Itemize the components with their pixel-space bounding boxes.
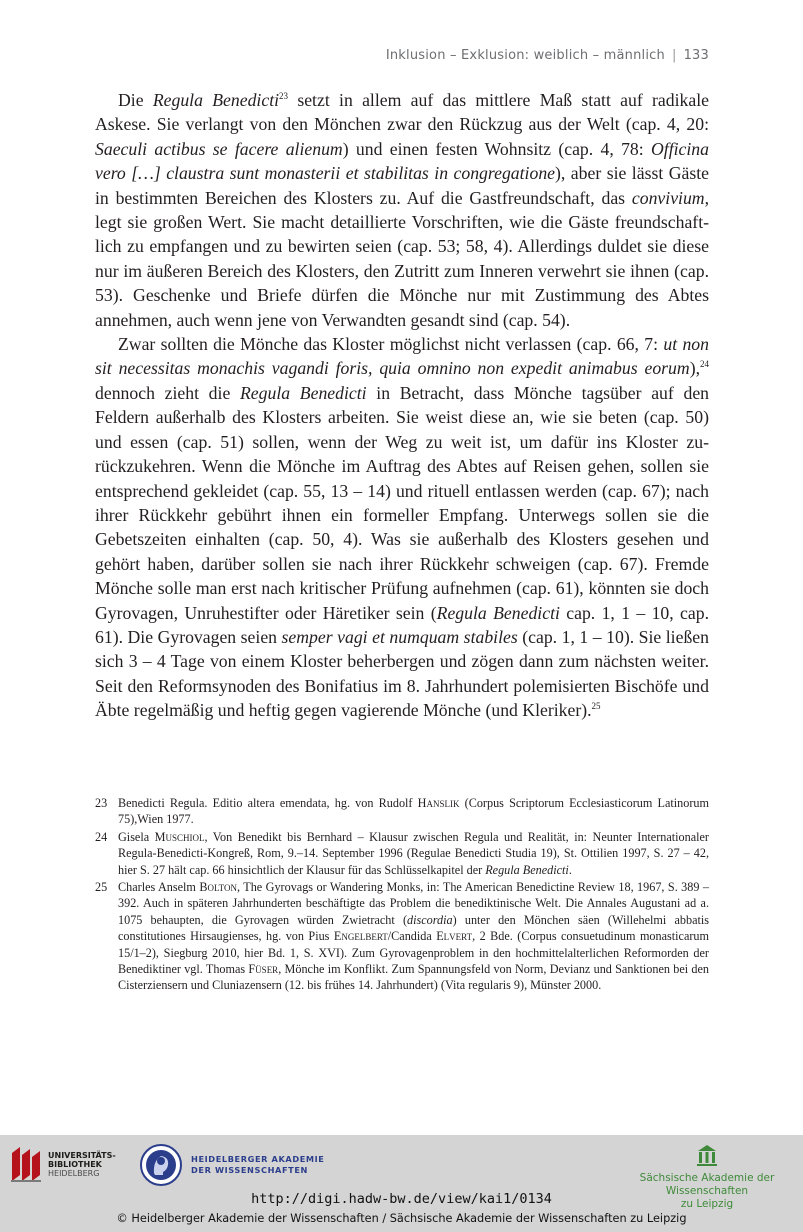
copyright-notice: © Heidelberger Akademie der Wissenschaften / Sächsische Akademie der Wissenschaften zu Leipzig — [116, 1212, 687, 1225]
text-run: , The Gyrovags or Wandering Monks, in: The American Benedictine Review 18, 1967, S. 389 – 392. Auch in späteren Jahrhunderten beschäftigte das Problem die benediktinische Welt. Die Annales Augustani ad a. 1075 behaupten, die Gyrovagen würden Zwietracht ( — [118, 880, 709, 927]
text-run: Benedicti Regula. Editio altera emendata, hg. von Rudolf — [118, 796, 418, 810]
saxon-academy-building-icon — [696, 1143, 718, 1167]
text-run: ) und einen festen Wohnsitz (cap. 4, 78: — [342, 138, 652, 159]
footnote-number: 25 — [95, 880, 108, 895]
text-run: , legt sie großen Wert. Sie macht detaillierte Vorschriften, wie die Gäste freundschaftlich zu empfangen und zu bewirten seien (cap. 53; 58, 4). Allerdings duldet sie diese nur im äußeren Bereich des Klosters, den Zutritt zum Inneren verwehrt sie ihnen (cap. 53). Geschenke und Briefe dürfen die Mönche nur mit Zustimmung des Abtes annehmen, auch wenn jene von Verwandten gesandt sind (cap. 54). — [95, 187, 709, 330]
footnote-23 — [95, 795, 709, 828]
italic-run: Regula Benedicti — [152, 90, 280, 110]
author-name: Elvert — [436, 929, 473, 944]
footnotes — [95, 795, 709, 995]
ub-line: UNIVERSITÄTS- — [48, 1150, 116, 1160]
text-run: , 2 Bde. (Corpus consuetudinum monasticarum 15/1–2), Siegburg 2010, hier Bd. 1, S. XVI). Zum Gyrovagenproblem in den hochmittelalterlichen Reformorden der Benediktiner vgl. Thomas — [118, 929, 709, 977]
saxon-line: zu Leipzig — [680, 1198, 734, 1210]
italic-run: discordia — [407, 912, 453, 927]
text-run: dennoch zieht die — [95, 382, 240, 403]
text-run: Gisela — [118, 829, 155, 844]
author-name: Bolton — [199, 880, 237, 895]
text-run: Charles Anselm — [118, 880, 200, 895]
heidelberg-academy-logo[interactable] — [139, 1143, 325, 1187]
text-run: Zwar sollten die Mönche das Kloster möglichst nicht verlassen (cap. 66, 7: — [118, 334, 664, 355]
university-library-logo[interactable] — [9, 1145, 116, 1183]
text-run: ), aber sie lässt Gäste in bestimmten Bereichen des Klosters zu. Auf die Gastfreundschaft, das — [95, 163, 709, 208]
text-run: Die — [118, 90, 153, 110]
ub-line: BIBLIOTHEK — [48, 1159, 102, 1169]
ub-label — [48, 1151, 116, 1178]
text-run: ) unter den Mönchen säen (Willehelmi abbatis constitutiones Hirsaugienses, hg. von Pius — [118, 912, 709, 944]
running-head — [386, 48, 709, 63]
page-number: 133 — [683, 48, 709, 63]
author-name: Engelbert — [333, 929, 388, 944]
footnote-number: 24 — [95, 829, 108, 844]
saxon-line: Sächsische Akademie der Wissenschaften — [639, 1172, 775, 1197]
italic-run: ut non sit necessitas monachis vagandi foris, quia omnino non expedit animabus eorum — [95, 334, 709, 379]
footnote-ref-23[interactable]: 23 — [279, 91, 289, 101]
paragraph-1 — [95, 88, 709, 332]
author-name: Hanslik — [417, 796, 460, 810]
author-name: Muschiol — [154, 829, 205, 844]
italic-run: Regula Benedicti — [485, 862, 569, 877]
text-run: setzt in allem auf das mittlere Maß statt auf radikale Askese. Sie verlangt von den Mönchen zwar den Rückzug aus der Welt (cap. 4, 20: — [95, 90, 710, 135]
italic-run: Saeculi actibus se facere alienum — [95, 138, 343, 159]
footnote-24 — [95, 829, 709, 878]
running-title: Inklusion – Exklusion: weiblich – männlich — [385, 48, 665, 63]
paragraph-2 — [95, 332, 709, 723]
text-run: in Betracht, dass Mönche tagsüber auf den Feldern außerhalb des Klosters arbeiten. Sie weist diese an, wie sie beten (cap. 50) und essen (cap. 51) sollen, wenn der Weg zu weit ist, um dafür ins Kloster zurückzukehren. Wenn die Mönche im Auftrag des Abtes auf Reisen gehen, sollen sie entsprechend gekleidet (cap. 55, 13 – 14) und rituell entlassen werden (cap. 67); nach ihrer Rückkehr gebührt ihnen ein formeller Empfang. Unterwegs sollen sie die Gebetszeiten einhalten (cap. 50, 4). Was sie außerhalb des Klosters gesehen und gehört haben, darüber sollen sie nach ihrer Rückkehr schweigen (cap. 67). Fremde Mönche solle man erst nach kritischer Prüfung aufnehmen (cap. 61), könnten sie doch Gyrovagen, Unruhestifter oder Häretiker sein ( — [95, 382, 710, 623]
italic-run: Officina vero […] claustra sunt monasterii et stabilitas in congregatione — [95, 138, 709, 184]
source-url-link[interactable]: http://digi.hadw-bw.de/view/kai1/0134 — [251, 1191, 552, 1207]
text-run: (Corpus Scriptorum Ecclesiasticorum Latinorum 75),Wien 1977. — [118, 796, 709, 827]
footnote-text — [118, 829, 709, 878]
italic-run: semper vagi et numquam stabiles — [281, 626, 518, 647]
text-run: , Von Benedikt bis Bernhard – Klausur zwischen Regula und Realität, in: Neunter Internationaler Regula-Benedicti-Kongreß, Rom, 9.–14. September 1996 (Regulae Benedicti Studia 19), St. Ottilien 1997, S. 27 – 42, hier S. 27 hält cap. 66 hinsichtlich der Klausur für das Schlüsselkapitel der — [118, 829, 709, 877]
italic-run: convivium — [631, 187, 705, 208]
ub-heidelberg-icon — [9, 1145, 43, 1183]
main-text — [95, 88, 709, 723]
text-run: ), — [689, 358, 700, 379]
footnote-text — [118, 795, 709, 828]
text-run: /Candida — [387, 929, 437, 944]
academy-line: HEIDELBERGER AKADEMIE — [191, 1154, 325, 1164]
author-name: Füser — [248, 962, 279, 977]
header-separator: | — [671, 48, 677, 63]
footnote-text — [118, 879, 709, 994]
academy-line: DER WISSENSCHAFTEN — [191, 1165, 309, 1175]
italic-run: Regula Benedicti — [436, 602, 560, 623]
text-run: cap. 1, 1 – 10, cap. 61). Die Gyrovagen seien — [95, 602, 710, 647]
academy-label — [191, 1154, 325, 1176]
academy-seal-icon — [139, 1143, 183, 1187]
footnote-ref-24[interactable]: 24 — [700, 359, 709, 370]
italic-run: Regula Benedicti — [240, 382, 367, 403]
footnote-25 — [95, 879, 709, 994]
text-run: , Mönche im Konflikt. Zum Spannungsfeld von Norm, Devianz und Sanktionen bei den Cisterziensern und Cluniazensern (12. bis frühes 14. Jahrhundert) (Vita regularis 9), Münster 2000. — [118, 962, 709, 993]
footnote-number: 23 — [95, 796, 108, 810]
footnote-ref-25[interactable]: 25 — [591, 701, 601, 712]
text-run: . — [568, 862, 572, 877]
text-run: (cap. 1, 1 – 10). Sie ließen sich 3 – 4 Tage von einem Kloster beherbergen und zögen dann zum nächsten weiter. Seit den Reformsynoden des Bonifatius im 8. Jahrhundert polemisierten Bischöfe und Äbte regelmäßig und heftig gegen vagierende Mönche (und Kleriker). — [95, 626, 709, 721]
ub-line: HEIDELBERG — [48, 1168, 100, 1178]
